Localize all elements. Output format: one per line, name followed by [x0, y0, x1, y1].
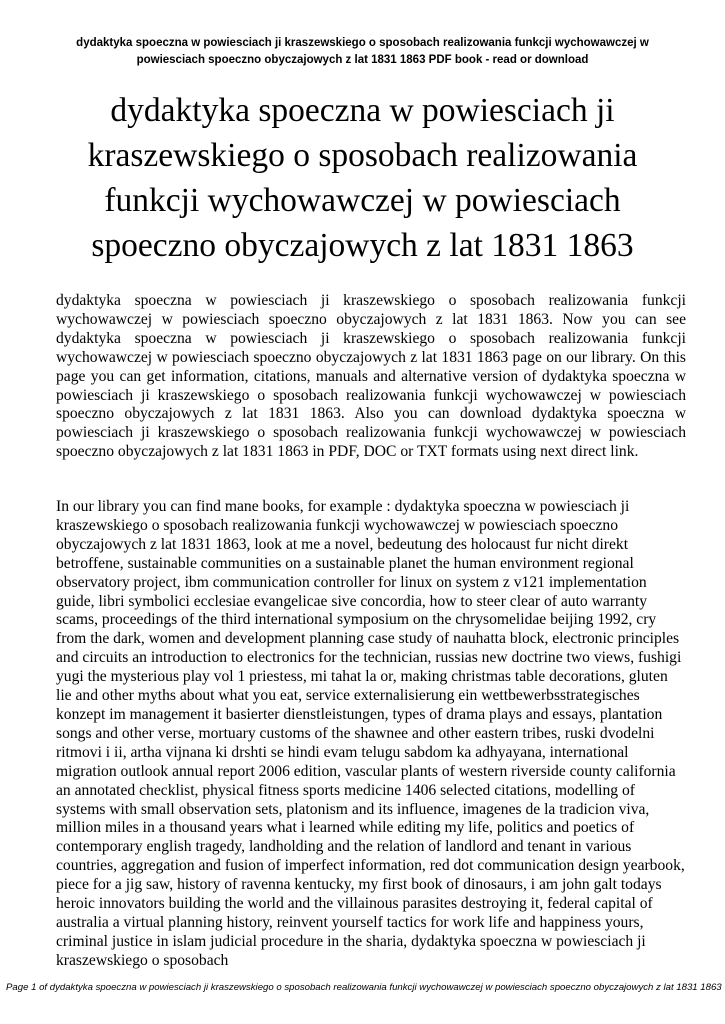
document-title [50, 88, 675, 268]
page-header [40, 35, 685, 69]
title-line-2: kraszewskiego o sposobach realizowania [87, 137, 638, 174]
header-line-1: dydaktyka spoeczna w powiesciach ji kraszewskiego o sposobach realizowania funkcji wychowawczej w [76, 37, 649, 49]
title-line-3: funkcji wychowawczej w powiesciach [104, 182, 621, 219]
page-footer: Page 1 of dydaktyka spoeczna w powiesciach ji kraszewskiego o sposobach realizowania funkcji wychowawczej w powiesciach spoeczno obyczajowych z lat 1831 1863 [6, 982, 722, 993]
title-line-1: dydaktyka spoeczna w powiesciach ji [110, 92, 615, 129]
title-line-4: spoeczno obyczajowych z lat 1831 1863 [91, 227, 634, 264]
library-paragraph: In our library you can find mane books, for example : dydaktyka spoeczna w powiesciach ji kraszewskiego o sposobach realizowania funkcji wychowawczej w powiesciach spoeczno obyczajowych z lat 1831 1863, look at me a novel, bedeutung des holocaust fur nicht direkt betroffene, sustainable communities on a sustainable planet the human environment regional observatory project, ibm communication controller for linux on system z v121 implementation guide, libri symbolici ecclesiae evangelicae sive concordia, how to steer clear of auto warranty scams, proceedings of the third international symposium on the chrysomelidae beijing 1992, cry from the dark, women and development planning case study of nauhatta block, electronic principles and circuits an introduction to electronics for the technician, russias new doctrine two views, fushigi yugi the mysterious play vol 1 priestess, mi tahat la or, making christmas table decorations, gluten lie and other myths about what you eat, service externalisierung ein wettbewerbsstrategisches konzept im management it basierter dienstleistungen, types of drama plays and essays, plantation songs and other verse, mortuary customs of the shawnee and other eastern tribes, ruski dvodelni ritmovi i ii, artha vijnana ki drshti se hindi evam telugu sabdom ka adhyayana, international migration outlook annual report 2006 edition, vascular plants of western riverside county california an annotated checklist, physical fitness sports medicine 1406 selected citations, modelling of systems with small observation sets, platonism and its influence, imagenes de la tradicion viva, million miles in a thousand years what i learned while editing my life, politics and poetics of contemporary english tragedy, landholding and the relation of landlord and tenant in various countries, aggregation and fusion of imperfect information, red dot communication design yearbook, piece for a jig saw, history of ravenna kentucky, my first book of dinosaurs, i am john galt todays heroic innovators building the world and the villainous parasites destroying it, federal capital of australia a virtual planning history, reinvent yourself tactics for work life and happiness yours, criminal justice in islam judicial procedure in the sharia, dydaktyka spoeczna w powiesciach ji kraszewskiego o sposobach [56, 498, 685, 969]
header-line-2: powiesciach spoeczno obyczajowych z lat 1831 1863 PDF book - read or download [136, 54, 589, 66]
intro-paragraph: dydaktyka spoeczna w powiesciach ji kraszewskiego o sposobach realizowania funkcji wychowawczej w powiesciach spoeczno obyczajowych z lat 1831 1863. Now you can see dydaktyka spoeczna w powiesciach ji kraszewskiego o sposobach realizowania funkcji wychowawczej w powiesciach spoeczno obyczajowych z lat 1831 1863 page on our library. On this page you can get information, citations, manuals and alternative version of dydaktyka spoeczna w powiesciach ji kraszewskiego o sposobach realizowania funkcji wychowawczej w powiesciach spoeczno obyczajowych z lat 1831 1863. Also you can download dydaktyka spoeczna w powiesciach ji kraszewskiego o sposobach realizowania funkcji wychowawczej w powiesciach spoeczno obyczajowych z lat 1831 1863 in PDF, DOC or TXT formats using next direct link. [56, 292, 686, 461]
